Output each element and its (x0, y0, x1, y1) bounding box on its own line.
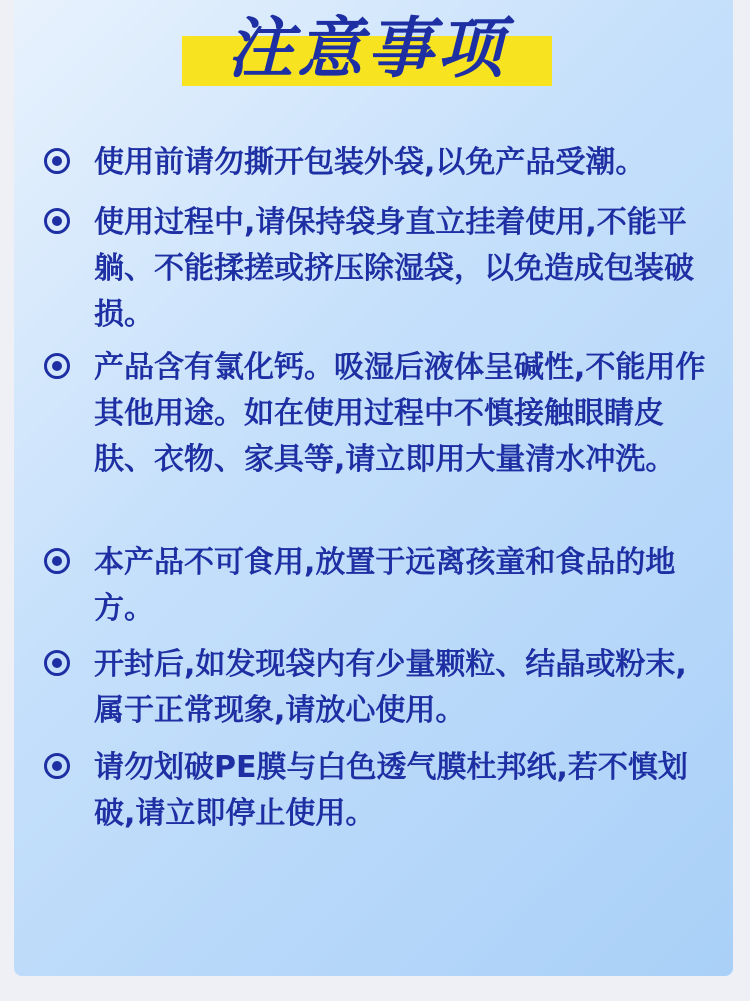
note-text: 使用前请勿撕开包装外袋,以免产品受潮。 (94, 145, 646, 180)
notice-card (14, 0, 733, 976)
note-text: 产品含有氯化钙。吸湿后液体呈碱性,不能用作其他用途。如在使用过程中不慎接触眼睛皮肤、衣物、家具等,请立即用大量清水冲洗。 (94, 350, 706, 477)
bullet-icon (44, 650, 70, 676)
bullet-icon (44, 753, 70, 779)
note-text: 开封后,如发现袋内有少量颗粒、结晶或粉末,属于正常现象,请放心使用。 (94, 647, 687, 728)
bullet-icon (44, 548, 70, 574)
bullet-icon (44, 148, 70, 174)
note-text: 请勿划破PE膜与白色透气膜杜邦纸,若不慎划破,请立即停止使用。 (94, 750, 688, 831)
note-text: 本产品不可食用,放置于远离孩童和食品的地方。 (94, 545, 676, 626)
page-title: 注意事项 (227, 10, 507, 87)
bullet-icon (44, 208, 70, 234)
notes-list (14, 0, 733, 976)
note-text: 使用过程中,请保持袋身直立挂着使用,不能平躺、不能揉搓或挤压除湿袋，以免造成包装破损。 (94, 205, 694, 332)
bullet-icon (44, 353, 70, 379)
